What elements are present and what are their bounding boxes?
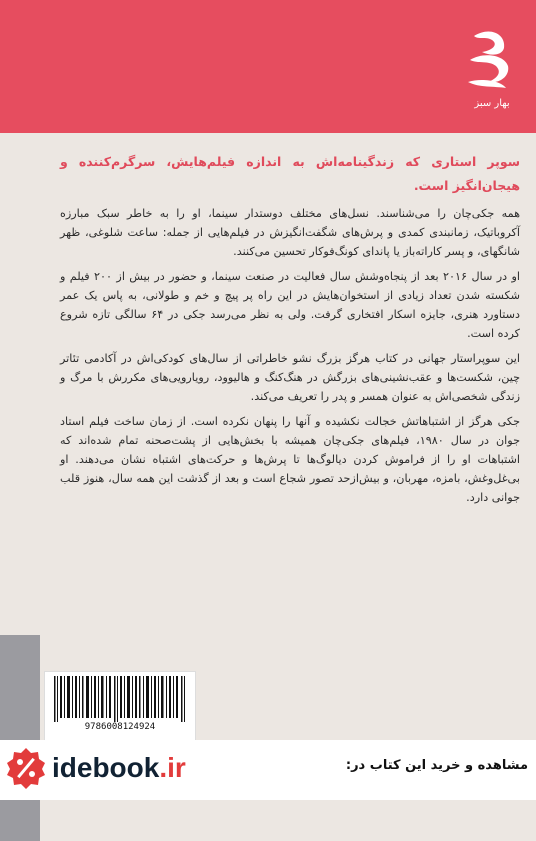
site-logo[interactable] [52,752,186,784]
footer-cta: مشاهده و خرید این کتاب در: [345,758,528,773]
paragraph-3: این سوپراستار جهانی در کتاب هرگز بزرگ نشو خاطراتی از سال‌های کودکی‌اش در آکادمی تئاتر چین، شکست‌ها و عقب‌نشینی‌های بزرگش در هنگ‌کنگ و هالیوود، رویارویی‌های مکررش با مرگ و زندگی شخصی‌اش به عنوان همسر و پدر را تعریف می‌کند. [60,352,520,403]
publisher-name: بهار سبز [474,98,510,109]
isbn-barcode [44,671,196,743]
headline: سوپر استاری که زندگینامه‌اش به اندازه فیلم‌هایش، سرگرم‌کننده و هیجان‌انگیز است. [60,154,520,193]
paragraph-4: جکی هرگز از اشتباهاتش خجالت نکشیده و آنها را پنهان نکرده است. از زمان ساخت فیلم استاد جوان در سال ۱۹۸۰، فیلم‌های جکی‌چان همیشه با بخش‌هایی از پشت‌صحنه تمام شده‌اند که اشتباهات او را از فراموش کردن دیالوگ‌ها تا پرش‌ها و حرکت‌های اشتباه نشان می‌دهند. او بی‌غل‌وغش، بامزه، مهربان، و بیش‌ازحد تصور شجاع است و بعد از گذشت این همه سال، هنوز قلب جوانی دارد. [60,415,520,504]
barcode-icon [52,676,188,722]
site-tld: .ir [159,752,186,783]
paragraph-1: همه جکی‌چان را می‌شناسند. نسل‌های مختلف دوستدار سینما، او را به خاطر سبک مبارزه آکروباتیک، زمانبندی کمدی و پرش‌های شگفت‌انگیزش در فیلم‌هایی از جمله: ساعت شلوغی، ظهر شانگهای، و پسر کاراته‌باز یا پاندای کونگ‌فوکار تحسین می‌کنند. [60,207,520,258]
side-strip [0,133,40,800]
footer-banner[interactable] [0,740,536,800]
site-name: idebook [52,752,160,783]
isbn-number: 9786008124924 [84,722,156,732]
side-gray-block [0,635,40,841]
paragraph-2: او در سال ۲۰۱۶ بعد از پنجاه‌وشش سال فعالیت در صنعت سینما، و حضور در بیش از ۲۰۰ فیلم و شکسته شدن تعداد زیادی از استخوان‌هایش در این راه پر پیچ و خم و طولانی، به پاس یک عمر دستاورد هنری، جایزه اسکار افتخاری گرفت. ولی به نظر می‌رسد جکی در ۶۴ سالگی تازه شروع کرده است. [60,270,520,340]
publisher-band [0,0,536,133]
back-cover-text [60,150,520,513]
percent-badge-icon [4,746,48,790]
publisher-logo-icon [460,26,520,126]
